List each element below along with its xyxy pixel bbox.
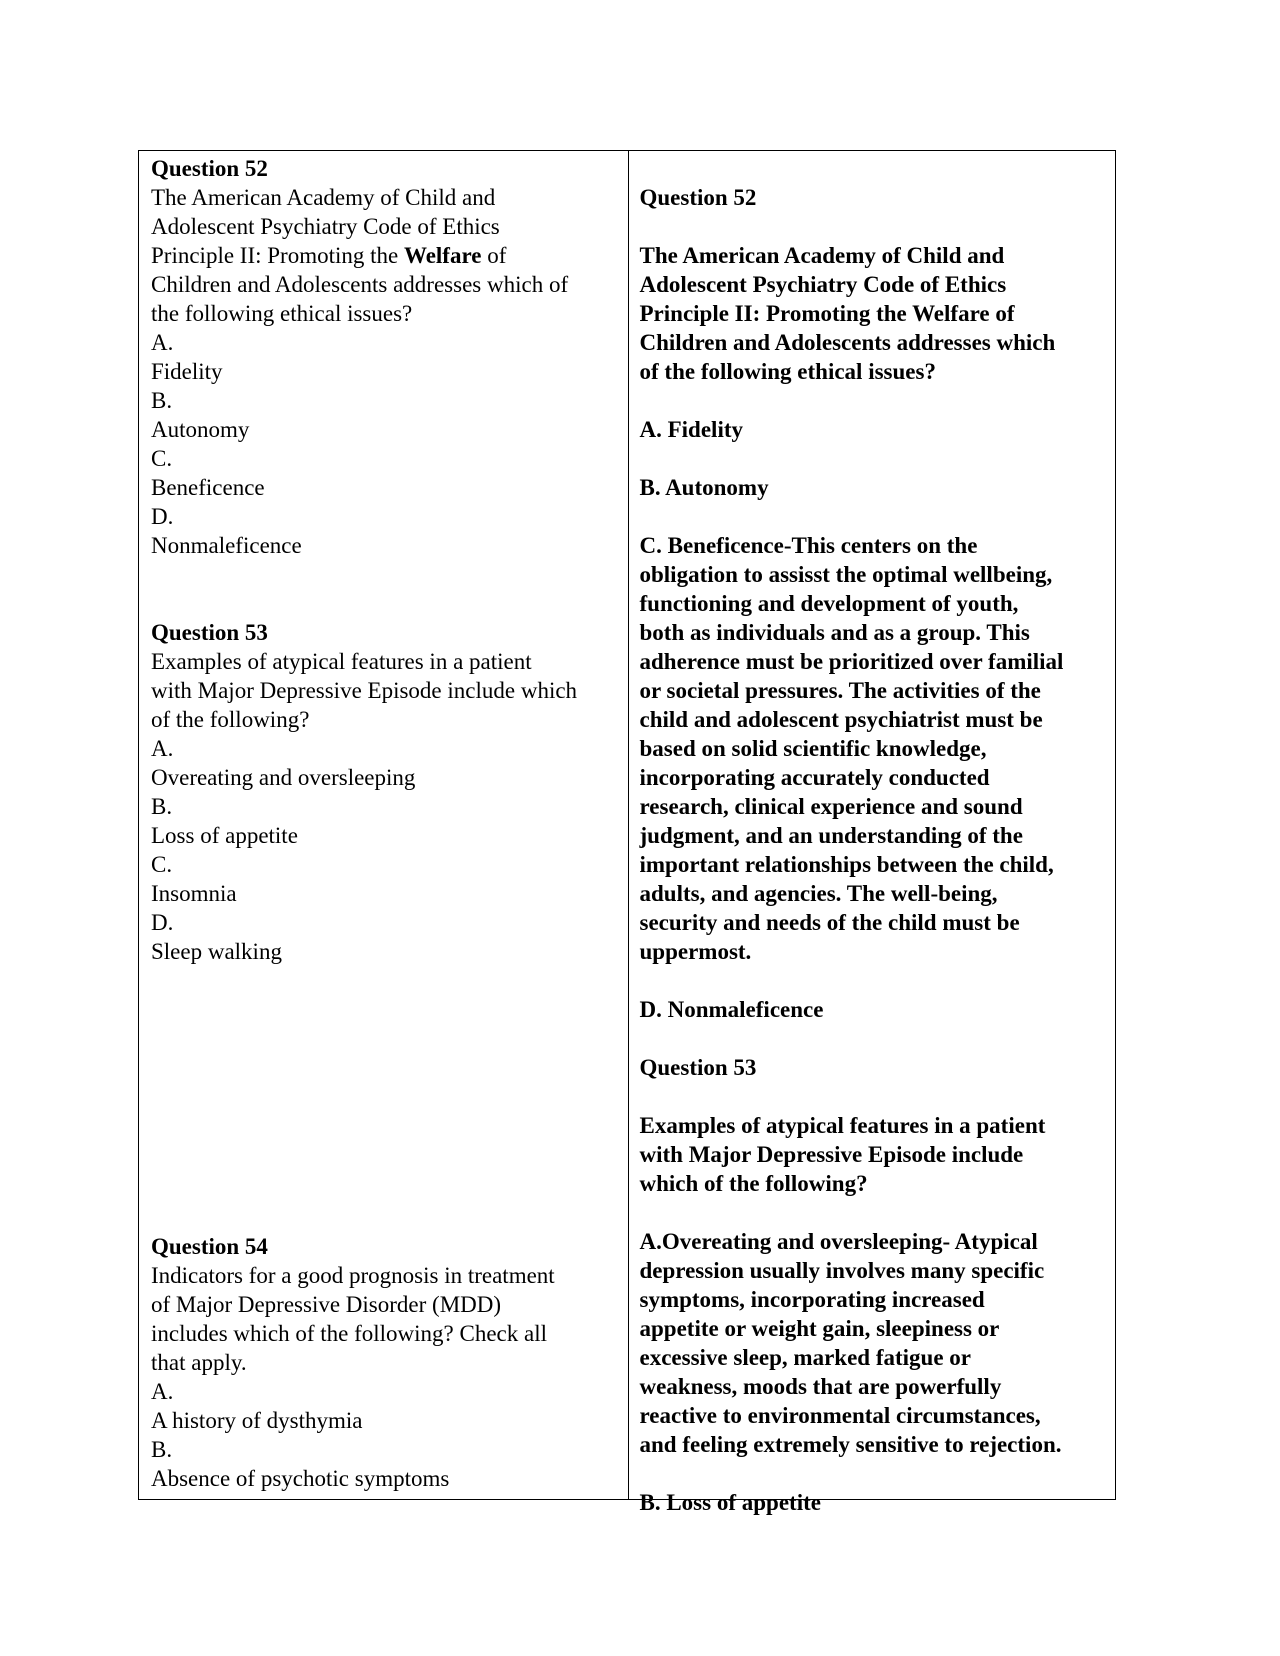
explanation-line: and feeling extremely sensitive to rejection. (639, 1432, 1062, 1457)
q53-option-letter: B. (151, 794, 173, 819)
explanation-line: security and needs of the child must be (639, 910, 1020, 935)
spacer (151, 966, 618, 1232)
q54-stem-line: Indicators for a good prognosis in treatment (151, 1263, 555, 1288)
explanation-line: incorporating accurately conducted (639, 765, 990, 790)
q52-option-letter: C. (151, 446, 173, 471)
q52-stem-text: Principle II: Promoting the (151, 243, 404, 268)
stem-line: The American Academy of Child and (639, 243, 1005, 268)
explanation-line: based on solid scientific knowledge, (639, 736, 987, 761)
explanation-line: weakness, moods that are powerfully (639, 1374, 1002, 1399)
q52-answer-title: Question 52 (639, 185, 757, 210)
q52-stem-line (151, 241, 618, 270)
q54-stem-line: includes which of the following? Check all (151, 1321, 548, 1346)
q54-stem-line: that apply. (151, 1350, 247, 1375)
q52-option-letter: B. (151, 388, 173, 413)
q52-stem-line: the following ethical issues? (151, 301, 413, 326)
q52-answer-a: A. Fidelity (639, 417, 743, 442)
q53-stem-line: Examples of atypical features in a patient (151, 649, 532, 674)
q53-stem-line: of the following? (151, 707, 310, 732)
stem-line: which of the following? (639, 1171, 868, 1196)
q52-stem-line: Children and Adolescents addresses which of (151, 272, 569, 297)
explanation-line: C. Beneficence-This centers on the (639, 533, 978, 558)
stem-line: Examples of atypical features in a patient (639, 1113, 1046, 1138)
qa-table (138, 150, 1116, 1515)
explanation-line: symptoms, incorporating increased (639, 1287, 985, 1312)
q53-answer-a-explanation (640, 1227, 1110, 1459)
q53-option-text: Overeating and oversleeping (151, 765, 416, 790)
q52-stem-line: Adolescent Psychiatry Code of Ethics (151, 214, 500, 239)
q52-stem-text: of (481, 243, 507, 268)
q54-title: Question 54 (151, 1234, 268, 1259)
explanation-line: uppermost. (639, 939, 752, 964)
q53-option-text: Sleep walking (151, 939, 282, 964)
q52-title: Question 52 (151, 156, 268, 181)
q53-stem-line: with Major Depressive Episode include which (151, 678, 578, 703)
explanation-line: or societal pressures. The activities of the (639, 678, 1041, 703)
q53-option-letter: D. (151, 910, 174, 935)
explanation-line: excessive sleep, marked fatigue or (639, 1345, 972, 1370)
q52-answer-b: B. Autonomy (639, 475, 769, 500)
spacer (151, 560, 618, 618)
q52-answer-stem (640, 241, 1110, 386)
explanation-line: child and adolescent psychiatrist must be (639, 707, 1043, 732)
stem-line: with Major Depressive Episode include (639, 1142, 1024, 1167)
explanation-line: adults, and agencies. The well-being, (639, 881, 998, 906)
q53-answer-title: Question 53 (639, 1055, 757, 1080)
q52-option-letter: D. (151, 504, 174, 529)
q52-answer-d: D. Nonmaleficence (639, 997, 824, 1022)
explanation-line: functioning and development of youth, (639, 591, 1019, 616)
answers-column (629, 151, 1116, 1515)
q54-option-letter: B. (151, 1437, 173, 1462)
q53-title: Question 53 (151, 620, 268, 645)
explanation-line: both as individuals and as a group. This (639, 620, 1030, 645)
q53-option-text: Loss of appetite (151, 823, 298, 848)
q53-answer-stem (640, 1111, 1110, 1198)
q53-option-letter: C. (151, 852, 173, 877)
q52-option-letter: A. (151, 330, 174, 355)
stem-line: Adolescent Psychiatry Code of Ethics (639, 272, 1007, 297)
explanation-line: judgment, and an understanding of the (639, 823, 1023, 848)
q54-option-letter: A. (151, 1379, 174, 1404)
q53-answer-b: B. Loss of appetite (639, 1490, 821, 1515)
q54-stem-line: of Major Depressive Disorder (MDD) (151, 1292, 502, 1317)
questions-column (139, 151, 629, 1499)
explanation-line: depression usually involves many specific (639, 1258, 1045, 1283)
explanation-line: appetite or weight gain, sleepiness or (639, 1316, 1000, 1341)
q54-option-text: A history of dysthymia (151, 1408, 363, 1433)
q52-option-text: Nonmaleficence (151, 533, 302, 558)
explanation-line: A.Overeating and oversleeping- Atypical (639, 1229, 1038, 1254)
q52-option-text: Autonomy (151, 417, 250, 442)
stem-line: Children and Adolescents addresses which (639, 330, 1056, 355)
q52-stem-line: The American Academy of Child and (151, 185, 496, 210)
q52-option-text: Beneficence (151, 475, 265, 500)
q54-option-text: Absence of psychotic symptoms (151, 1466, 450, 1491)
explanation-line: obligation to assisst the optimal wellbeing, (639, 562, 1053, 587)
explanation-line: reactive to environmental circumstances, (639, 1403, 1041, 1428)
q52-answer-c-explanation (640, 531, 1110, 966)
q53-option-text: Insomnia (151, 881, 237, 906)
explanation-line: adherence must be prioritized over familial (639, 649, 1064, 674)
q53-option-letter: A. (151, 736, 174, 761)
stem-line: Principle II: Promoting the Welfare of (639, 301, 1015, 326)
explanation-line: research, clinical experience and sound (639, 794, 1023, 819)
stem-line: of the following ethical issues? (639, 359, 936, 384)
q52-welfare-bold: Welfare (403, 243, 482, 268)
explanation-line: important relationships between the child, (639, 852, 1054, 877)
q52-option-text: Fidelity (151, 359, 223, 384)
